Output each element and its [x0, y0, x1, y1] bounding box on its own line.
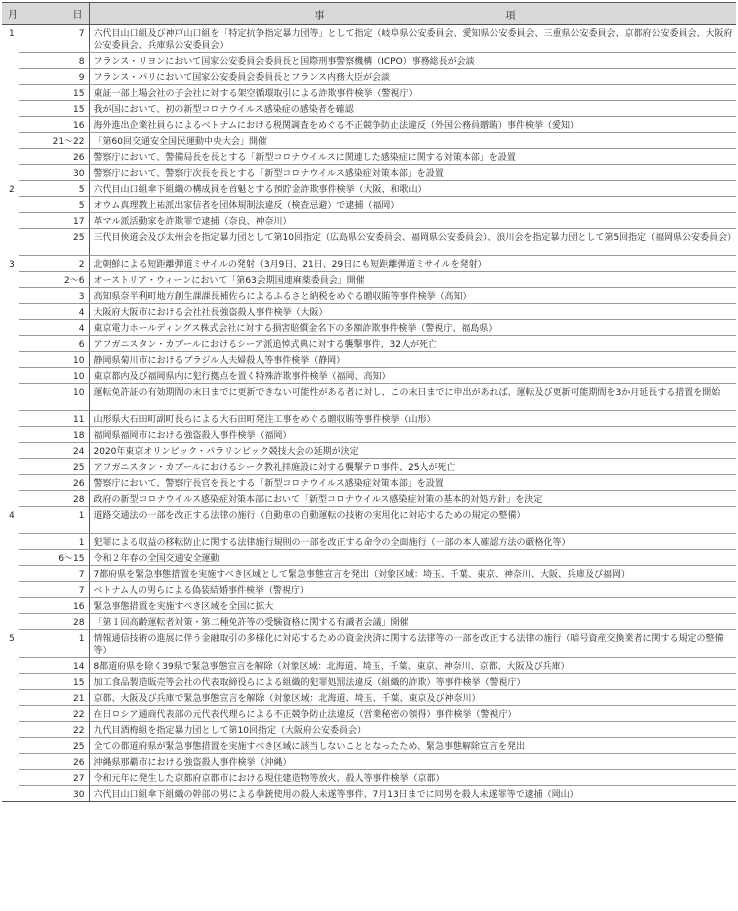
- row-day: 2: [19, 256, 89, 272]
- row-month: [2, 352, 19, 368]
- row-month: [2, 534, 19, 550]
- row-event: 緊急事態措置を実施すべき区域を全国に拡大: [89, 598, 736, 614]
- row-event: 三代目俠道会及び太州会を指定暴力団として第10回指定（広島県公安委員会、福岡県公安委員会）、浪川会を指定暴力団として第5回指定（福岡県公安委員会）: [89, 229, 736, 256]
- row-month: [2, 229, 19, 256]
- row-day: 3: [19, 288, 89, 304]
- chronology-table: [2, 2, 736, 802]
- row-month: [2, 197, 19, 213]
- table-row: [2, 598, 736, 614]
- row-month: [2, 69, 19, 85]
- row-event: フランス・リヨンにおいて国家公安委員会委員長と国際刑事警察機構（ICPO）事務総長が会談: [89, 53, 736, 69]
- row-day: 1: [19, 534, 89, 550]
- header-event-char-2: 項: [505, 11, 516, 22]
- row-event: 警察庁において、警察庁次長を長とする「新型コロナウイルス感染症対策本部」を設置: [89, 165, 736, 181]
- row-month: [2, 165, 19, 181]
- row-day: 5: [19, 197, 89, 213]
- row-day: 16: [19, 598, 89, 614]
- row-event: 大阪府大阪市における会社社長強盗殺人事件検挙（大阪）: [89, 304, 736, 320]
- row-event: 道路交通法の一部を改正する法律の施行（自動車の自動運転の技術の実用化に対応するための規定の整備）: [89, 507, 736, 534]
- row-day: 28: [19, 491, 89, 507]
- row-month: [2, 658, 19, 674]
- row-event: 在日ロシア通商代表部の元代表代理らによる不正競争防止法違反（営業秘密の領得）事件検挙（警視庁）: [89, 706, 736, 722]
- table-row: [2, 165, 736, 181]
- row-event: 警察庁において、警察庁長官を長とする「新型コロナウイルス感染症対策本部」を設置: [89, 475, 736, 491]
- row-month: 5: [9, 633, 15, 644]
- row-day: 7: [19, 582, 89, 598]
- row-month: [2, 427, 19, 443]
- row-event: 政府の新型コロナウイルス感染症対策本部において「新型コロナウイルス感染症対策の基本的対処方針」を決定: [89, 491, 736, 507]
- row-event: 警察庁において、警備局長を長とする「新型コロナウイルスに関連した感染症に関する対策本部」を設置: [89, 149, 736, 165]
- row-month: 1: [9, 29, 15, 39]
- table-row: [2, 181, 736, 197]
- row-month: [2, 213, 19, 229]
- row-month: [2, 491, 19, 507]
- row-month: [2, 738, 19, 754]
- row-month: [2, 706, 19, 722]
- row-month: [2, 384, 19, 411]
- row-day: 25: [19, 229, 89, 256]
- row-day: 25: [19, 459, 89, 475]
- header-event-char-1: 事: [314, 11, 325, 22]
- table-row: [2, 256, 736, 272]
- row-event: 京都、大阪及び兵庫で緊急事態宣言を解除（対象区域：北海道、埼玉、千葉、東京及び神奈川）: [89, 690, 736, 706]
- row-day: 28: [19, 614, 89, 630]
- row-day: 30: [19, 165, 89, 181]
- table-row: [2, 738, 736, 754]
- row-day: 26: [19, 754, 89, 770]
- row-event: 加工食品製造販売等会社の代表取締役らによる組織的犯罪処罰法違反（組織的詐欺）等事件検挙（警視庁）: [89, 674, 736, 690]
- row-day: 5: [19, 181, 89, 197]
- row-event: アフガニスタン・カブールにおけるシーア派追悼式典に対する襲撃事件、32人が死亡: [89, 336, 736, 352]
- row-month: [2, 411, 19, 427]
- row-month: [2, 674, 19, 690]
- row-day: 1: [19, 630, 89, 658]
- row-month: [2, 582, 19, 598]
- row-event: 「第１回高齢運転者対策・第二種免許等の受験資格に関する有識者会議」開催: [89, 614, 736, 630]
- row-day: 10: [19, 368, 89, 384]
- row-event: 海外進出企業社員らによるベトナムにおける税関調査をめぐる不正競争防止法違反（外国公務員贈賄）事件検挙（愛知）: [89, 117, 736, 133]
- row-event: 2020年東京オリンピック・パラリンピック競技大会の延期が決定: [89, 443, 736, 459]
- table-row: [2, 149, 736, 165]
- row-month: [2, 566, 19, 582]
- row-event: 沖縄県那覇市における強盗殺人事件検挙（沖縄）: [89, 754, 736, 770]
- row-event: 山形県大石田町副町長らによる大石田町発注工事をめぐる贈収賄等事件検挙（山形）: [89, 411, 736, 427]
- table-row: [2, 229, 736, 256]
- row-month: [2, 690, 19, 706]
- row-event: 我が国において、初の新型コロナウイルス感染症の感染者を確認: [89, 101, 736, 117]
- table-row: [2, 674, 736, 690]
- table-row: [2, 690, 736, 706]
- row-event: 令和元年に発生した京都府京都市における現住建造物等放火、殺人等事件検挙（京都）: [89, 770, 736, 786]
- row-day: 10: [19, 384, 89, 411]
- row-day: 1: [19, 507, 89, 534]
- table-row: [2, 411, 736, 427]
- row-day: 4: [19, 304, 89, 320]
- row-month: [2, 786, 19, 802]
- row-day: 25: [19, 738, 89, 754]
- row-month: [2, 475, 19, 491]
- row-day: 7: [19, 25, 89, 53]
- row-day: 8: [19, 53, 89, 69]
- row-event: 六代目山口組及び神戸山口組を「特定抗争指定暴力団等」として指定（岐阜県公安委員会、愛知県公安委員会、三重県公安委員会、京都府公安委員会、大阪府公安委員会、兵庫県公安委員会）: [89, 25, 736, 53]
- row-event: 九代目酒梅組を指定暴力団として第10回指定（大阪府公安委員会）: [89, 722, 736, 738]
- row-month: [2, 336, 19, 352]
- table-header: [2, 3, 736, 25]
- table-row: [2, 706, 736, 722]
- table-row: [2, 25, 736, 53]
- row-month: [2, 101, 19, 117]
- row-day: 16: [19, 117, 89, 133]
- row-month: [2, 304, 19, 320]
- table-row: [2, 630, 736, 658]
- table-row: [2, 117, 736, 133]
- table-row: [2, 427, 736, 443]
- row-event: 全ての都道府県が緊急事態措置を実施すべき区域に該当しないこととなったため、緊急事態解除宣言を発出: [89, 738, 736, 754]
- row-month: [2, 550, 19, 566]
- table-row: [2, 786, 736, 802]
- row-event: 東京電力ホールディングス株式会社に対する損害賠償金名下の多額詐欺事件検挙（警視庁、福島県）: [89, 320, 736, 336]
- row-day: 27: [19, 770, 89, 786]
- row-month: 2: [9, 184, 15, 195]
- row-month: [2, 722, 19, 738]
- table-row: [2, 582, 736, 598]
- table-row: [2, 722, 736, 738]
- table-row: [2, 384, 736, 411]
- row-event: フランス・パリにおいて国家公安委員会委員長とフランス内務大臣が会談: [89, 69, 736, 85]
- row-event: 高知県奈半利町地方創生課課長補佐らによるふるさと納税をめぐる贈収賄等事件検挙（高知）: [89, 288, 736, 304]
- table-row: [2, 213, 736, 229]
- table-row: [2, 475, 736, 491]
- row-event: オーストリア・ウィーンにおいて「第63会期国連麻薬委員会」開催: [89, 272, 736, 288]
- row-day: 22: [19, 706, 89, 722]
- row-day: 26: [19, 149, 89, 165]
- table-row: [2, 336, 736, 352]
- row-event: 六代目山口組傘下組織の幹部の男による拳銃使用の殺人未遂等事件、7月13日までに同男を殺人未遂罪等で逮捕（岡山）: [89, 786, 736, 802]
- row-month: [2, 754, 19, 770]
- table-row: [2, 368, 736, 384]
- table-row: [2, 507, 736, 534]
- row-month: [2, 368, 19, 384]
- row-event: 運転免許証の有効期間の末日までに更新できない可能性がある者に対し、この末日までに申出があれば、運転及び更新可能期間を3か月延長する措置を開始: [89, 384, 736, 411]
- table-row: [2, 320, 736, 336]
- row-month: [2, 117, 19, 133]
- table-row: [2, 550, 736, 566]
- row-day: 17: [19, 213, 89, 229]
- row-day: 26: [19, 475, 89, 491]
- row-month: [2, 272, 19, 288]
- table-row: [2, 69, 736, 85]
- table-row: [2, 754, 736, 770]
- row-event: 東京都内及び福岡県内に犯行拠点を置く特殊詐欺事件検挙（福岡、高知）: [89, 368, 736, 384]
- table-row: [2, 566, 736, 582]
- row-month: [2, 149, 19, 165]
- row-day: 21～22: [19, 133, 89, 149]
- header-day: 日: [19, 3, 89, 25]
- table-row: [2, 85, 736, 101]
- row-day: 24: [19, 443, 89, 459]
- table-row: [2, 133, 736, 149]
- row-event: ベトナム人の男らによる偽装結婚事件検挙（警視庁）: [89, 582, 736, 598]
- row-day: 4: [19, 320, 89, 336]
- header-event: [89, 3, 736, 25]
- row-month: [2, 598, 19, 614]
- row-event: 令和２年春の全国交通安全運動: [89, 550, 736, 566]
- row-event: 7都府県を緊急事態措置を実施すべき区域として緊急事態宣言を発出（対象区域：埼玉、千葉、東京、神奈川、大阪、兵庫及び福岡）: [89, 566, 736, 582]
- row-event: アフガニスタン・カブールにおけるシーク教礼拝施設に対する襲撃テロ事件、25人が死亡: [89, 459, 736, 475]
- row-day: 10: [19, 352, 89, 368]
- table-row: [2, 459, 736, 475]
- row-month: [2, 288, 19, 304]
- row-month: [2, 53, 19, 69]
- row-event: 革マル派活動家を詐欺罪で逮捕（奈良、神奈川）: [89, 213, 736, 229]
- row-day: 22: [19, 722, 89, 738]
- row-day: 15: [19, 101, 89, 117]
- table-row: [2, 534, 736, 550]
- row-month: [2, 443, 19, 459]
- table-row: [2, 272, 736, 288]
- row-event: オウム真理教上祐派出家信者を団体規制法違反（検査忌避）で逮捕（福岡）: [89, 197, 736, 213]
- table-row: [2, 658, 736, 674]
- table-row: [2, 304, 736, 320]
- row-month: [2, 614, 19, 630]
- row-day: 18: [19, 427, 89, 443]
- row-day: 6～15: [19, 550, 89, 566]
- table-row: [2, 197, 736, 213]
- row-day: 6: [19, 336, 89, 352]
- row-event: 「第60回交通安全国民運動中央大会」開催: [89, 133, 736, 149]
- table-row: [2, 614, 736, 630]
- row-month: [2, 320, 19, 336]
- table-row: [2, 288, 736, 304]
- row-event: 六代目山口組傘下組織の構成員を首魁とする預貯金詐欺事件検挙（大阪、和歌山）: [89, 181, 736, 197]
- row-day: 7: [19, 566, 89, 582]
- row-month: 3: [9, 259, 15, 270]
- row-event: 東証一部上場会社の子会社に対する架空循環取引による詐欺事件検挙（警視庁）: [89, 85, 736, 101]
- header-month: 月: [2, 3, 19, 25]
- row-day: 14: [19, 658, 89, 674]
- row-day: 11: [19, 411, 89, 427]
- row-event: 情報通信技術の進展に伴う金融取引の多様化に対応するための資金決済に関する法律等の一部を改正する法律の施行（暗号資産交換業者に関する規定の整備等）: [89, 630, 736, 658]
- row-month: [2, 85, 19, 101]
- row-day: 30: [19, 786, 89, 802]
- table-row: [2, 53, 736, 69]
- row-month: [2, 459, 19, 475]
- table-row: [2, 443, 736, 459]
- row-event: 福岡県福岡市における強盗殺人事件検挙（福岡）: [89, 427, 736, 443]
- row-day: 15: [19, 85, 89, 101]
- row-day: 2～6: [19, 272, 89, 288]
- row-event: 静岡県菊川市におけるブラジル人夫婦殺人等事件検挙（静岡）: [89, 352, 736, 368]
- row-month: [2, 133, 19, 149]
- row-day: 15: [19, 674, 89, 690]
- table-row: [2, 491, 736, 507]
- row-day: 21: [19, 690, 89, 706]
- row-event: 犯罪による収益の移転防止に関する法律施行規則の一部を改正する命令の全面施行（一部の本人確認方法の厳格化等）: [89, 534, 736, 550]
- row-day: 9: [19, 69, 89, 85]
- row-event: 北朝鮮による短距離弾道ミサイルの発射（3月9日、21日、29日にも短距離弾道ミサイルを発射）: [89, 256, 736, 272]
- table-row: [2, 770, 736, 786]
- table-row: [2, 352, 736, 368]
- row-month: [2, 770, 19, 786]
- row-month: 4: [9, 510, 15, 521]
- row-event: 8都道府県を除く39県で緊急事態宣言を解除（対象区域：北海道、埼玉、千葉、東京、神奈川、京都、大阪及び兵庫）: [89, 658, 736, 674]
- table-row: [2, 101, 736, 117]
